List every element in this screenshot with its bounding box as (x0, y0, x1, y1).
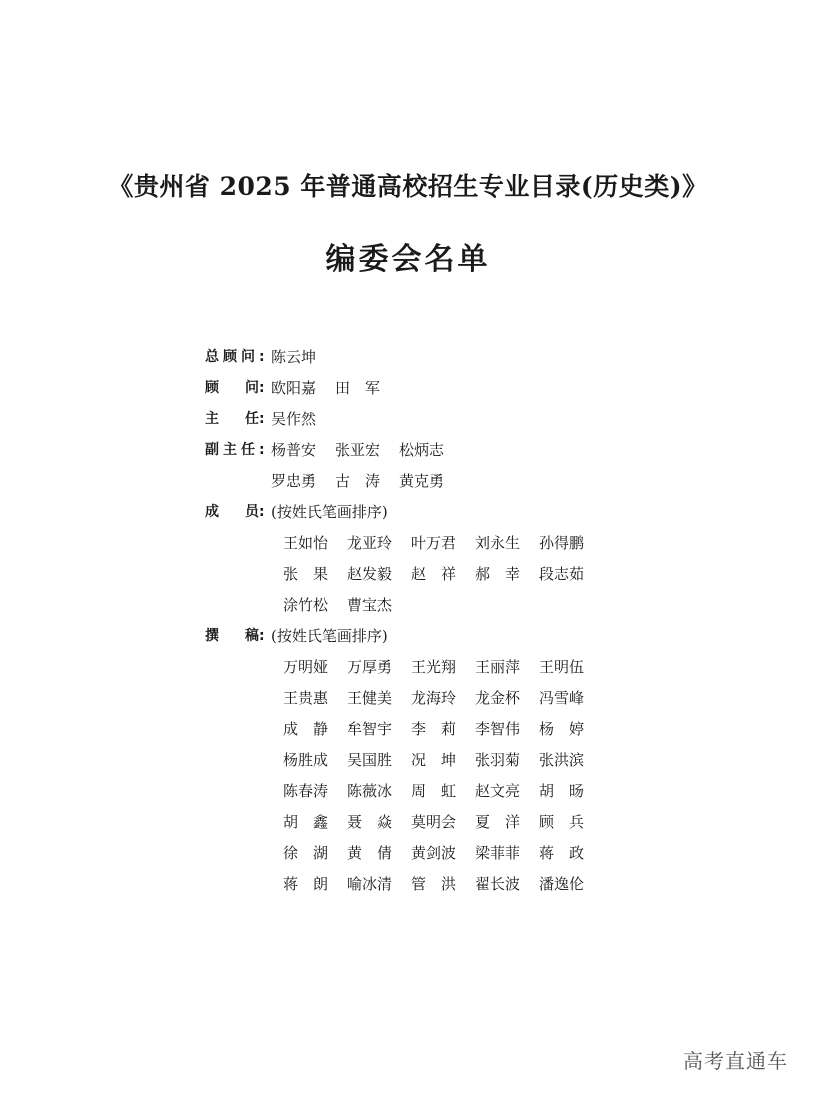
person-name: 王光翔 (411, 658, 457, 676)
person-name: 万厚勇 (347, 658, 393, 676)
person-name: 段志茹 (539, 565, 585, 583)
person-name: 陈云坤 (271, 348, 317, 366)
person-name: 蒋 朗 (283, 875, 329, 893)
person-name: 张洪滨 (539, 751, 585, 769)
sort-note: (按姓氏笔画排序) (271, 627, 388, 645)
person-name: 牟智宇 (347, 720, 393, 738)
person-name: 李 莉 (411, 720, 457, 738)
chief-advisor-label: 总 顾 问 : (205, 349, 265, 365)
person-name: 蒋 政 (539, 844, 585, 862)
writers-row (205, 869, 625, 900)
person-name: 翟长波 (475, 875, 521, 893)
advisor-row (205, 373, 625, 404)
director-label: 主 任: (205, 411, 265, 427)
person-name: 杨普安 (271, 441, 317, 459)
editorial-roster (205, 342, 625, 900)
members-row (205, 590, 625, 621)
person-name: 胡 旸 (539, 782, 585, 800)
writers-row (205, 745, 625, 776)
deputy-director-row (205, 466, 625, 497)
deputy-director-row (205, 435, 625, 466)
person-name: 冯雪峰 (539, 689, 585, 707)
person-name: 张亚宏 (335, 441, 381, 459)
person-name: 涂竹松 (283, 596, 329, 614)
person-name: 松炳志 (399, 441, 445, 459)
person-name: 王明伍 (539, 658, 585, 676)
person-name: 陈薇冰 (347, 782, 393, 800)
writers-row (205, 652, 625, 683)
person-name: 孙得鹏 (539, 534, 585, 552)
person-name: 龙金杯 (475, 689, 521, 707)
person-name: 顾 兵 (539, 813, 585, 831)
writers-row (205, 776, 625, 807)
person-name: 赵发毅 (347, 565, 393, 583)
person-name: 王如怡 (283, 534, 329, 552)
person-name: 莫明会 (411, 813, 457, 831)
person-name: 叶万君 (411, 534, 457, 552)
writers-row (205, 621, 625, 652)
document-subtitle: 编委会名单 (325, 242, 491, 277)
person-name: 欧阳嘉 (271, 379, 317, 397)
writers-label: 撰 稿: (205, 628, 265, 644)
person-name: 徐 湖 (283, 844, 329, 862)
person-name: 潘逸伦 (539, 875, 585, 893)
writers-row (205, 714, 625, 745)
person-name: 夏 洋 (475, 813, 521, 831)
deputy-director-label: 副 主 任 : (205, 442, 265, 458)
person-name: 梁菲菲 (475, 844, 521, 862)
person-name: 王健美 (347, 689, 393, 707)
person-name: 郝 幸 (475, 565, 521, 583)
chief-advisor-row (205, 342, 625, 373)
members-row (205, 497, 625, 528)
director-row (205, 404, 625, 435)
person-name: 王丽萍 (475, 658, 521, 676)
writers-row (205, 683, 625, 714)
person-name: 管 洪 (411, 875, 457, 893)
person-name: 曹宝杰 (347, 596, 393, 614)
person-name: 李智伟 (475, 720, 521, 738)
person-name: 吴作然 (271, 410, 317, 428)
members-label: 成 员: (205, 504, 265, 520)
watermark: 高考直通车 (683, 1049, 788, 1073)
person-name: 黄克勇 (399, 472, 445, 490)
person-name: 杨 婷 (539, 720, 585, 738)
person-name: 赵 祥 (411, 565, 457, 583)
person-name: 成 静 (283, 720, 329, 738)
writers-row (205, 807, 625, 838)
writers-row (205, 838, 625, 869)
person-name: 聂 焱 (347, 813, 393, 831)
document-title: 《贵州省 2025 年普通高校招生专业目录(历史类)》 (108, 172, 708, 201)
person-name: 杨胜成 (283, 751, 329, 769)
members-row (205, 559, 625, 590)
person-name: 龙亚玲 (347, 534, 393, 552)
person-name: 古 涛 (335, 472, 381, 490)
person-name: 黄剑波 (411, 844, 457, 862)
members-row (205, 528, 625, 559)
person-name: 王贵惠 (283, 689, 329, 707)
person-name: 吴国胜 (347, 751, 393, 769)
person-name: 黄 倩 (347, 844, 393, 862)
sort-note: (按姓氏笔画排序) (271, 503, 388, 521)
advisor-label: 顾 问: (205, 380, 265, 396)
person-name: 张 果 (283, 565, 329, 583)
person-name: 况 坤 (411, 751, 457, 769)
person-name: 周 虹 (411, 782, 457, 800)
person-name: 胡 鑫 (283, 813, 329, 831)
person-name: 喻冰清 (347, 875, 393, 893)
person-name: 罗忠勇 (271, 472, 317, 490)
person-name: 赵文亮 (475, 782, 521, 800)
person-name: 陈春涛 (283, 782, 329, 800)
person-name: 龙海玲 (411, 689, 457, 707)
person-name: 田 军 (335, 379, 381, 397)
person-name: 刘永生 (475, 534, 521, 552)
person-name: 张羽菊 (475, 751, 521, 769)
person-name: 万明娅 (283, 658, 329, 676)
